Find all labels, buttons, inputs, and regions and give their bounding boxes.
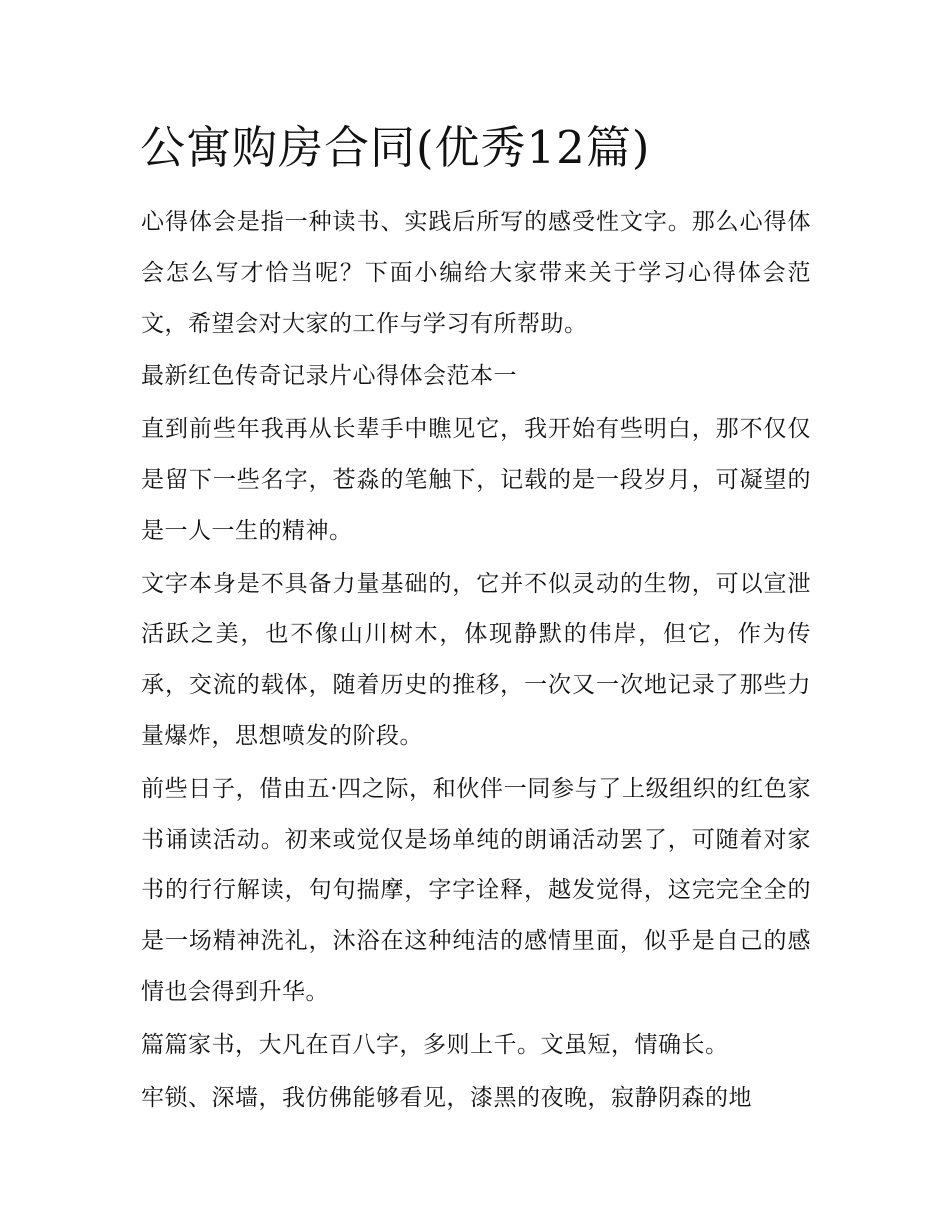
document-title: 公寓购房合同(优秀12篇) — [140, 121, 651, 174]
paragraph: 文字本身是不具备力量基础的，它并不似灵动的生物，可以宣泄活跃之美，也不像山川树木，体现静默的伟岸，但它，作为传承，交流的载体，随着历史的推移，一次又一次地记录了那些力量爆炸，思想喷发的阶段。 — [141, 570, 811, 749]
paragraph: 篇篇家书，大凡在百八字，多则上千。文虽短，情确长。 — [141, 1031, 729, 1058]
paragraph-heading: 最新红色传奇记录片心得体会范本一 — [141, 363, 517, 390]
document-body — [141, 197, 811, 1125]
paragraph: 牢锁、深墙，我仿佛能够看见，漆黑的夜晚，寂静阴森的地 — [141, 1084, 752, 1111]
paragraph: 前些日子，借由五·四之际，和伙伴一同参与了上级组织的红色家书诵读活动。初来或觉仅是场单纯的朗诵活动罢了，可随着对家书的行行解读，句句揣摩，字字诠释，越发觉得，这完完全全的是一场精神洗礼，沐浴在这种纯洁的感情里面，似乎是自己的感情也会得到升华。 — [141, 775, 811, 1005]
paragraph: 直到前些年我再从长辈手中瞧见它，我开始有些明白，那不仅仅是留下一些名字，苍淼的笔触下，记载的是一段岁月，可凝望的是一人一生的精神。 — [141, 416, 811, 544]
paragraph-intro: 心得体会是指一种读书、实践后所写的感受性文字。那么心得体会怎么写才恰当呢？下面小编给大家带来关于学习心得体会范文，希望会对大家的工作与学习有所帮助。 — [141, 209, 811, 337]
